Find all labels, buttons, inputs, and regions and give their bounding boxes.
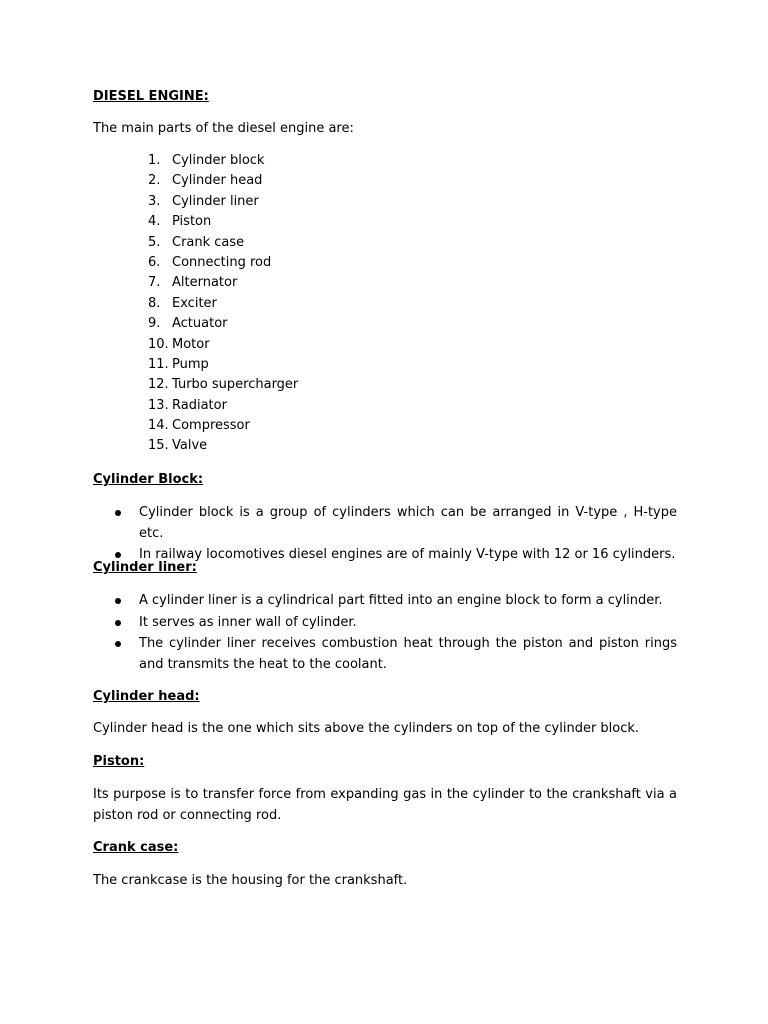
list-number: 9. [148,316,161,332]
bullet-icon [115,620,121,626]
list-label: Cylinder liner [172,193,259,209]
cylinder-head-text: Cylinder head is the one which sits above the cylinders on top of the cylinder block. [93,721,640,736]
bullet-icon [115,598,121,604]
list-number: 14. [148,418,169,434]
list-label: Exciter [172,295,217,311]
bullet-text: The cylinder liner receives combustion heat through the piston and piston rings and transmits the heat to the coolant. [139,636,677,672]
list-number: 3. [148,193,161,209]
list-number: 1. [148,153,161,168]
list-label: Motor [172,336,210,352]
bullet-text: It serves as inner wall of cylinder. [139,614,357,630]
bullet-icon [115,641,121,647]
list-number: 2. [148,173,161,189]
list-label: Compressor [172,418,250,434]
intro-text: The main parts of the diesel engine are: [93,121,354,136]
list-label: Crank case [172,234,245,250]
crank-case-text: The crankcase is the housing for the crankshaft. [93,873,408,888]
list-number: 12. [148,377,169,393]
list-label: Valve [172,438,208,454]
bullet-text: In railway locomotives diesel engines are of mainly V-type with 12 or 16 cylinders. [139,547,676,562]
cylinder-liner-bullets [93,591,677,676]
list-number: 10. [148,336,169,352]
document-title: DIESEL ENGINE: [93,89,209,104]
bullet-icon [115,510,121,516]
section-heading-piston: Piston: [93,754,145,769]
list-label: Pump [172,356,209,372]
list-label: Connecting rod [172,254,272,270]
section-heading-cylinder-head: Cylinder head: [93,689,200,704]
section-heading-cylinder-block: Cylinder Block: [93,472,204,487]
list-number: 15. [148,438,169,454]
bullet-item [93,613,677,634]
list-number: 5. [148,234,161,250]
list-label: Turbo supercharger [172,377,299,393]
list-label: Cylinder head [172,173,263,189]
bullet-item [93,503,677,544]
bullet-text: A cylinder liner is a cylindrical part fitted into an engine block to form a cylinder. [139,593,663,608]
section-heading-cylinder-liner: Cylinder liner: [93,560,197,575]
list-label: Piston [172,214,212,230]
bullet-item [93,591,677,612]
cylinder-block-bullets [93,503,677,567]
piston-text: Its purpose is to transfer force from expanding gas in the cylinder to the crankshaft via a piston rod or connecting rod. [93,787,677,823]
list-number: 13. [148,397,169,413]
list-number: 7. [148,275,161,291]
list-number: 8. [148,295,161,311]
bullet-item [93,634,677,675]
list-label: Cylinder block [172,153,265,168]
section-heading-crank-case: Crank case: [93,840,179,855]
list-number: 6. [148,254,161,270]
list-number: 11. [148,356,169,372]
list-number: 4. [148,214,161,230]
list-label: Alternator [172,275,238,291]
list-label: Actuator [172,316,228,332]
list-label: Radiator [172,397,227,413]
bullet-text: Cylinder block is a group of cylinders which can be arranged in V-type , H-type etc. [139,505,677,541]
